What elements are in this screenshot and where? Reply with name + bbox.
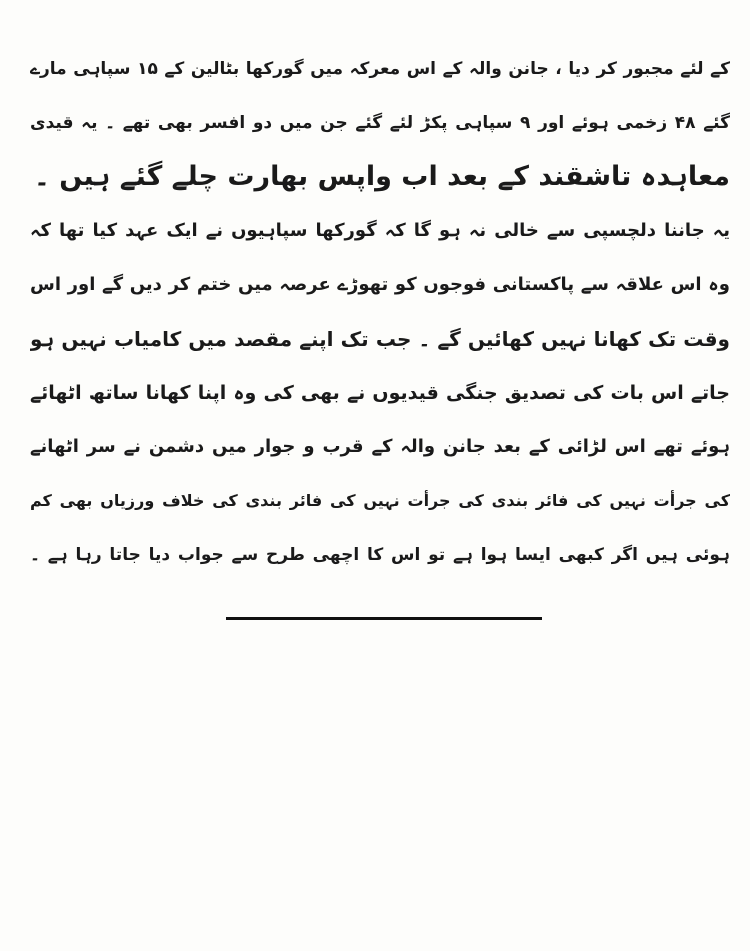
urdu-text-block [30, 42, 730, 582]
text-line: وقت تک کھانا نہیں کھائیں گے ۔ جب تک اپنے مقصد میں کامیاب نہیں ہو [30, 327, 730, 351]
text-line: کے لئے مجبور کر دیا ، جانن والہ کے اس معرکہ میں گورکھا بٹالین کے ۱۵ سپاہی مارے [30, 59, 730, 79]
text-line: ہوئی ہیں اگر کبھی ایسا ہوا ہے تو اس کا اچھی طرح سے جواب دیا جاتا رہا ہے ۔ [30, 545, 730, 565]
horizontal-rule [226, 617, 542, 620]
text-line: جاتے اس بات کی تصدیق جنگی قیدیوں نے بھی کی وہ اپنا کھانا ساتھ اٹھائے [30, 382, 730, 404]
text-line: کی جرأت نہیں کی فائر بندی کی جرأت نہیں کی فائر بندی کی خلاف ورزیاں بھی کم [30, 491, 730, 510]
text-line: گئے ۴۸ زخمی ہوئے اور ۹ سپاہی پکڑ لئے گئے جن میں دو افسر بھی تھے ۔ یہ قیدی [30, 113, 730, 133]
text-line: وہ اس علاقہ سے پاکستانی فوجوں کو تھوڑے عرصہ میں ختم کر دیں گے اور اس [30, 274, 730, 295]
text-line: ہوئے تھے اس لڑائی کے بعد جانن والہ کے قرب و جوار میں دشمن نے سر اٹھانے [30, 436, 730, 457]
text-line: معاہدہ تاشقند کے بعد اب واپس بھارت چلے گئے ہیں ۔ [33, 161, 730, 192]
text-line: یہ جاننا دلچسپی سے خالی نہ ہو گا کہ گورکھا سپاہیوں نے ایک عہد کیا تھا کہ [30, 220, 730, 241]
